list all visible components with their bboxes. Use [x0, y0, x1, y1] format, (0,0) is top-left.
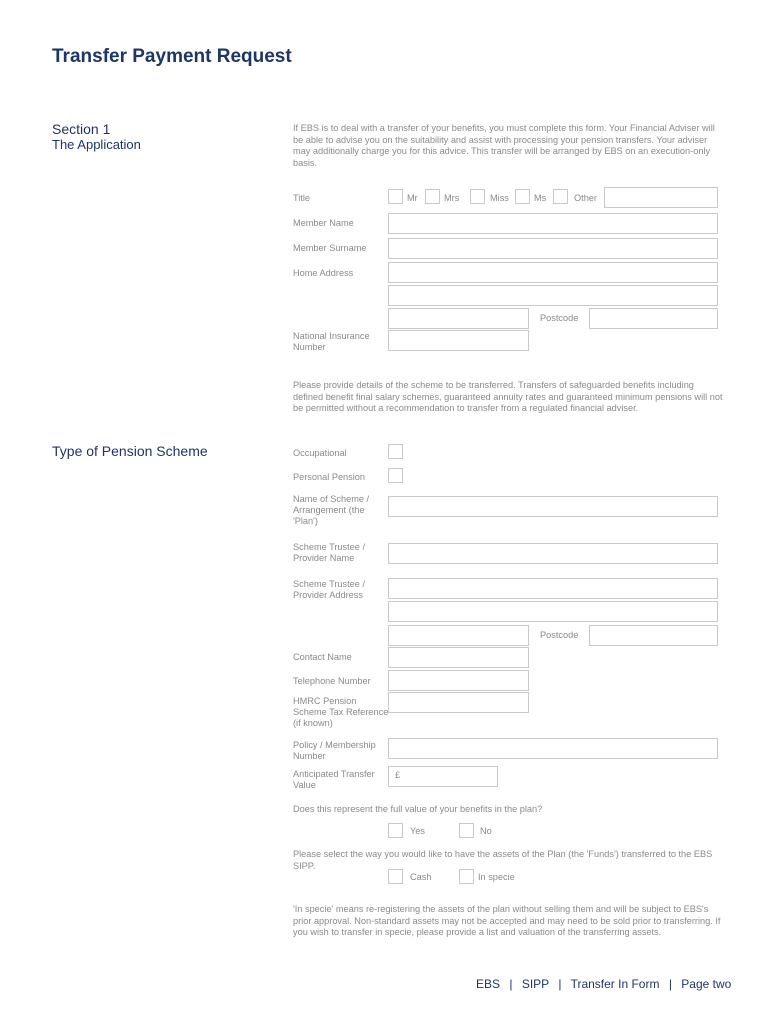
title-other-checkbox[interactable] — [553, 189, 568, 204]
cash-checkbox[interactable] — [388, 869, 403, 884]
scheme-name-field[interactable] — [388, 496, 718, 517]
title-miss-checkbox[interactable] — [470, 189, 485, 204]
intro-paragraph: If EBS is to deal with a transfer of your benefits, you must complete this form. Your Financial Adviser will be able to advise you on the suitability and assist with processing your pension transfers. Your adviser may additionally charge you for this advice. This transfer will be arranged by EBS on an execution-only basis. — [293, 123, 715, 168]
full-value-no-checkbox[interactable] — [459, 823, 474, 838]
member-surname-label: Member Surname — [293, 243, 367, 253]
home-address-line2[interactable] — [388, 285, 718, 306]
footer-separator: | — [558, 977, 562, 991]
policy-label: Policy / Membership Number — [293, 740, 376, 761]
hmrc-field[interactable] — [388, 692, 529, 713]
ni-label: National Insurance Number — [293, 331, 370, 352]
personal-pension-checkbox[interactable] — [388, 468, 403, 483]
footer-separator: | — [509, 977, 513, 991]
hmrc-label: HMRC Pension Scheme Tax Reference (if known) — [293, 696, 389, 728]
inspecie-note: 'In specie' means re-registering the assets of the plan without selling them and will be subject to EBS's prior approval. Non-standard assets may not be accepted and may need to be sold prior to transferring. If you wish to transfer in specie, please provide a list and valuation of the transferring assets. — [293, 904, 721, 937]
trustee-name-label: Scheme Trustee / Provider Name — [293, 542, 366, 563]
cash-label: Cash — [410, 872, 432, 882]
home-address-label: Home Address — [293, 268, 354, 278]
contact-name-label: Contact Name — [293, 652, 352, 662]
title-mrs-label: Mrs — [444, 193, 460, 203]
trustee-name-field[interactable] — [388, 543, 718, 564]
home-address-line3[interactable] — [388, 308, 529, 329]
telephone-field[interactable] — [388, 670, 529, 691]
member-surname-field[interactable] — [388, 238, 718, 259]
inspecie-label: In specie — [478, 872, 515, 882]
full-value-question: Does this represent the full value of your benefits in the plan? — [293, 804, 543, 814]
trustee-address-line1[interactable] — [388, 578, 718, 599]
title-mrs-checkbox[interactable] — [425, 189, 440, 204]
telephone-label: Telephone Number — [293, 676, 371, 686]
home-postcode-label: Postcode — [540, 313, 579, 323]
footer-separator: | — [668, 977, 672, 991]
title-other-field[interactable] — [604, 187, 718, 208]
member-name-label: Member Name — [293, 218, 354, 228]
title-other-label: Other — [574, 193, 597, 203]
transfer-value-label: Anticipated Transfer Value — [293, 769, 375, 790]
personal-pension-label: Personal Pension — [293, 472, 366, 482]
scheme-note: Please provide details of the scheme to be transferred. Transfers of safeguarded benefits including defined benefit final salary schemes, guaranteed annuity rates and guaranteed minimum pensions will not be permitted without a recommendation to transfer from a regulated financial adviser. — [293, 380, 723, 413]
title-miss-label: Miss — [490, 193, 509, 203]
currency-symbol: £ — [395, 770, 401, 780]
policy-field[interactable] — [388, 738, 718, 759]
title-ms-checkbox[interactable] — [515, 189, 530, 204]
full-value-yes-label: Yes — [410, 826, 425, 836]
full-value-yes-checkbox[interactable] — [388, 823, 403, 838]
occupational-checkbox[interactable] — [388, 444, 403, 459]
title-mr-checkbox[interactable] — [388, 189, 403, 204]
section-number: Section 1 — [52, 121, 111, 137]
occupational-label: Occupational — [293, 448, 347, 458]
trustee-address-label: Scheme Trustee / Provider Address — [293, 579, 366, 600]
trustee-postcode-field[interactable] — [589, 625, 718, 646]
title-ms-label: Ms — [534, 193, 547, 203]
title-mr-label: Mr — [407, 193, 418, 203]
footer-ebs: EBS — [476, 977, 501, 991]
footer-form-name: Transfer In Form — [570, 977, 660, 991]
contact-name-field[interactable] — [388, 647, 529, 668]
page-title: Transfer Payment Request — [52, 46, 292, 67]
footer-sipp: SIPP — [521, 977, 549, 991]
trustee-address-line2[interactable] — [388, 601, 718, 622]
section-subheading: The Application — [52, 137, 141, 152]
footer-page-number: Page two — [681, 977, 732, 991]
scheme-name-label: Name of Scheme / Arrangement (the 'Plan') — [293, 494, 370, 526]
home-address-line1[interactable] — [388, 262, 718, 283]
pension-heading: Type of Pension Scheme — [52, 443, 208, 459]
full-value-no-label: No — [480, 826, 492, 836]
member-name-field[interactable] — [388, 213, 718, 234]
transfer-value-field[interactable] — [388, 766, 498, 787]
trustee-address-line3[interactable] — [388, 625, 529, 646]
inspecie-checkbox[interactable] — [459, 869, 474, 884]
trustee-postcode-label: Postcode — [540, 630, 579, 640]
page-footer — [476, 977, 731, 991]
home-postcode-field[interactable] — [589, 308, 718, 329]
assets-question: Please select the way you would like to have the assets of the Plan (the 'Funds') transferred to the EBS SIPP. — [293, 849, 713, 871]
title-label: Title — [293, 193, 311, 203]
ni-field[interactable] — [388, 330, 529, 351]
section-heading — [52, 121, 141, 153]
